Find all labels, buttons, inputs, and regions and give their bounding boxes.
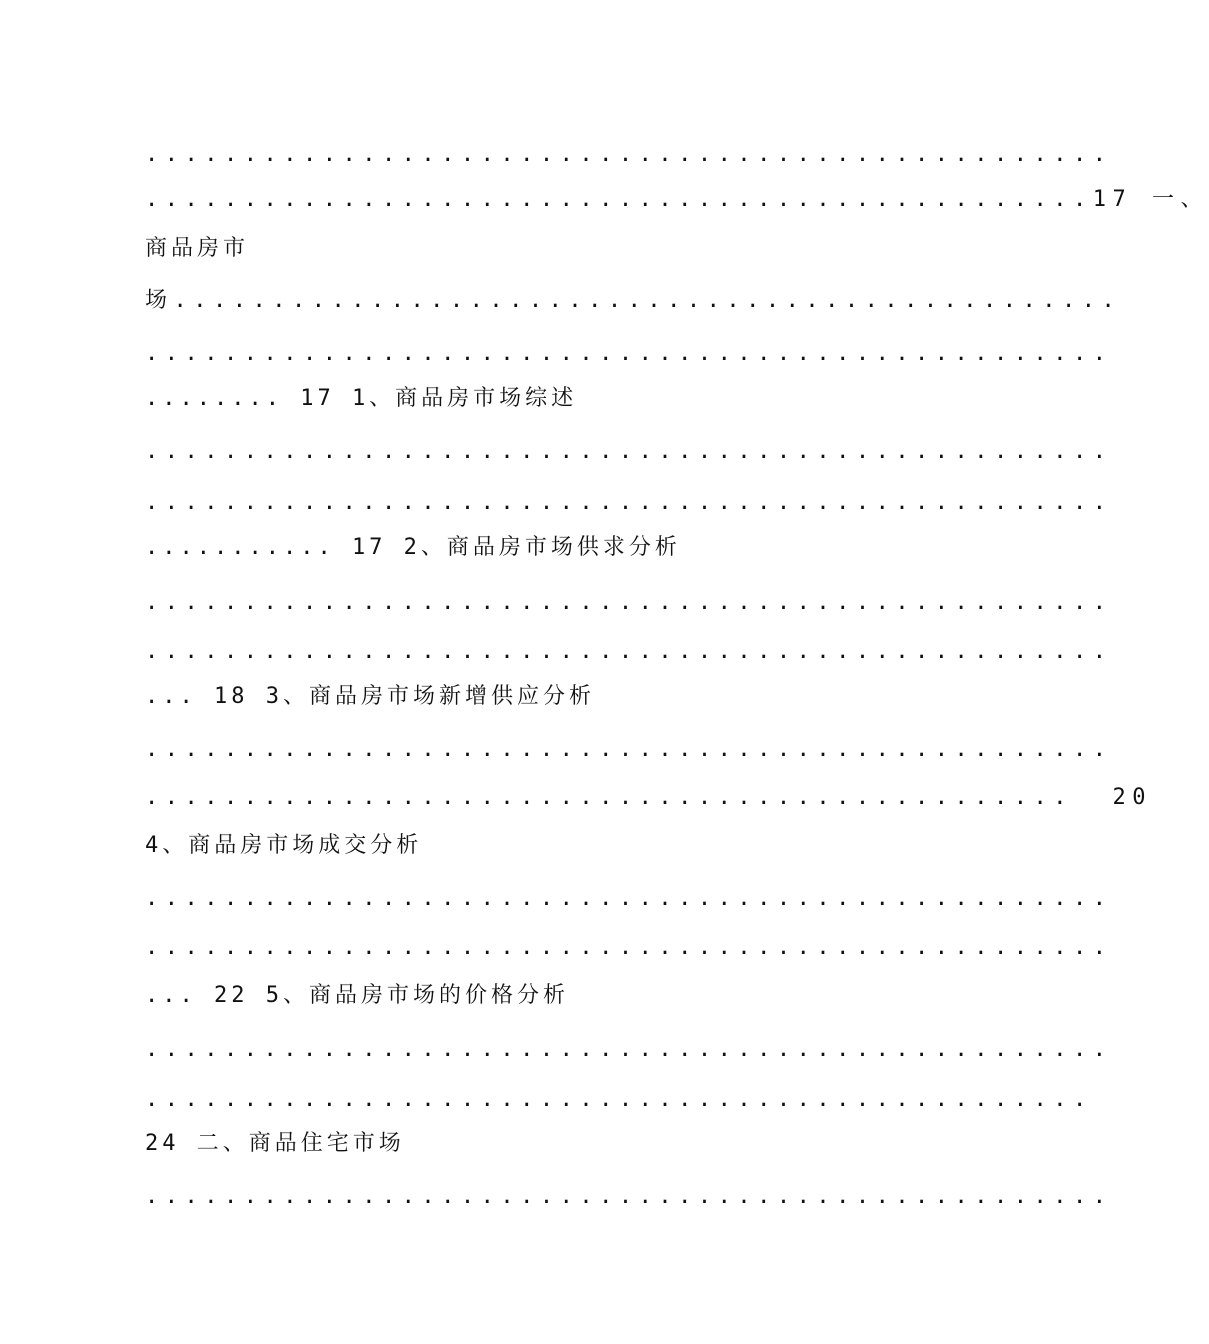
toc-line: ................................................. xyxy=(145,737,1113,762)
toc-line: ............................................... 20 xyxy=(145,785,1153,810)
toc-line: ... 18 3、商品房市场新增供应分析 xyxy=(145,684,595,709)
toc-line: 场................................................ xyxy=(145,288,1122,313)
toc-line: ................................................. xyxy=(145,439,1113,464)
toc-line: ................................................. xyxy=(145,590,1113,615)
toc-line: ................................................. xyxy=(145,639,1113,664)
toc-line: ................................................ xyxy=(145,1087,1093,1112)
toc-line: 商品房市 xyxy=(145,236,250,261)
toc-line: ........ 17 1、商品房市场综述 xyxy=(145,386,578,411)
toc-line: ................................................. xyxy=(145,341,1113,366)
toc-line: ... 22 5、商品房市场的价格分析 xyxy=(145,983,569,1008)
toc-line: ................................................. xyxy=(145,886,1113,911)
toc-line: 24 二、商品住宅市场 xyxy=(145,1131,405,1156)
toc-line: ................................................17 一、 xyxy=(145,187,1209,212)
toc-line: ................................................. xyxy=(145,935,1113,960)
toc-line: ................................................. xyxy=(145,490,1113,515)
toc-line: ........... 17 2、商品房市场供求分析 xyxy=(145,535,681,560)
toc-line: ................................................. xyxy=(145,1184,1113,1209)
toc-line: ................................................. xyxy=(145,142,1113,167)
toc-line: 4、商品房市场成交分析 xyxy=(145,833,423,858)
toc-line: ................................................. xyxy=(145,1037,1113,1062)
